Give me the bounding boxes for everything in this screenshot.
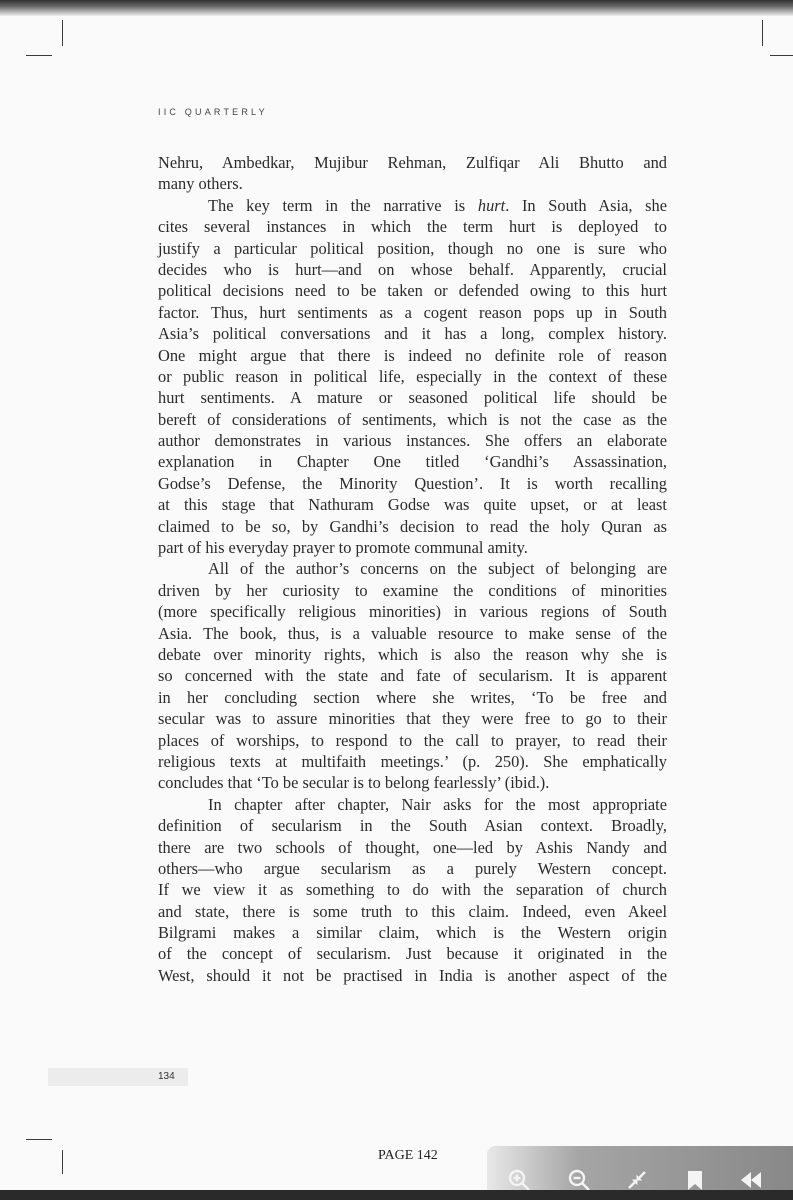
rewind-icon bbox=[739, 1168, 763, 1192]
crop-mark bbox=[62, 20, 63, 46]
text-line: author demonstrates in various instances. She offers an elaborate bbox=[158, 431, 667, 451]
crop-mark bbox=[26, 55, 52, 56]
text-line: secular was to assure minorities that they were free to go to their bbox=[158, 709, 667, 729]
text-line: many others. bbox=[158, 174, 243, 194]
text-line: so concerned with the state and fate of secularism. It is apparent bbox=[158, 666, 667, 686]
text-line: The key term in the narrative is hurt. In South Asia, she bbox=[208, 195, 667, 215]
text-line: there are two schools of thought, one—led by Ashis Nandy and bbox=[158, 837, 667, 857]
text-line: in her concluding section where she writes, ‘To be free and bbox=[158, 687, 667, 707]
zoom-in-icon bbox=[507, 1168, 531, 1192]
crop-mark bbox=[26, 1139, 52, 1140]
body-text bbox=[158, 152, 667, 986]
text-line: others—who argue secularism as a purely Western concept. bbox=[158, 858, 667, 878]
text-line: hurt sentiments. A mature or seasoned political life should be bbox=[158, 388, 667, 408]
text-line: debate over minority rights, which is also the reason why she is bbox=[158, 644, 667, 664]
text-line: Asia’s political conversations and it has a long, complex history. bbox=[158, 324, 667, 344]
emphasis-hurt: hurt bbox=[477, 195, 506, 215]
text-line: places of worships, to respond to the call to prayer, to read their bbox=[158, 730, 667, 750]
crop-mark bbox=[762, 20, 763, 46]
zoom-out-icon bbox=[567, 1168, 591, 1192]
text-line: Godse’s Defense, the Minority Question’. It is worth recalling bbox=[158, 473, 667, 493]
crop-mark bbox=[770, 55, 793, 56]
shrink-icon bbox=[625, 1168, 649, 1192]
bookmark-icon bbox=[683, 1168, 707, 1192]
page-number-bar bbox=[48, 1068, 188, 1086]
crop-mark bbox=[62, 1150, 63, 1174]
text-line: of the concept of secularism. Just because it originated in the bbox=[158, 944, 667, 964]
page-number: 134 bbox=[158, 1071, 175, 1082]
text-line: or public reason in political life, especially in the context of these bbox=[158, 366, 667, 386]
text-line: In chapter after chapter, Nair asks for the most appropriate bbox=[208, 794, 667, 814]
text-line: driven by her curiosity to examine the conditions of minorities bbox=[158, 580, 667, 600]
text-line: factor. Thus, hurt sentiments as a cogent reason pops up in South bbox=[158, 302, 667, 322]
text-line: part of his everyday prayer to promote communal amity. bbox=[158, 538, 528, 558]
text-line: explanation in Chapter One titled ‘Gandhi’s Assassination, bbox=[158, 452, 667, 472]
page-top-edge bbox=[0, 0, 793, 16]
text-line: claimed to be so, by Gandhi’s decision to read the holy Quran as bbox=[158, 516, 667, 536]
text-line: justify a particular political position, though no one is sure who bbox=[158, 238, 667, 258]
text-line: decides who is hurt—and on whose behalf. Apparently, crucial bbox=[158, 259, 667, 279]
text-line: definition of secularism in the South Asian context. Broadly, bbox=[158, 816, 667, 836]
running-header: IIC QUARTERLY bbox=[158, 107, 268, 117]
text-line: (more specifically religious minorities) in various regions of South bbox=[158, 602, 667, 622]
text-line: cites several instances in which the term hurt is deployed to bbox=[158, 217, 667, 237]
text-line: One might argue that there is indeed no definite role of reason bbox=[158, 345, 667, 365]
text-line: Bilgrami makes a similar claim, which is the Western origin bbox=[158, 923, 667, 943]
text-line: Asia. The book, thus, is a valuable resource to make sense of the bbox=[158, 623, 667, 643]
text-line: All of the author’s concerns on the subject of belonging are bbox=[208, 559, 667, 579]
text-line: concludes that ‘To be secular is to belong fearlessly’ (ibid.). bbox=[158, 773, 550, 793]
text-line: political decisions need to be taken or defended owing to this hurt bbox=[158, 281, 667, 301]
text-line: and state, there is some truth to this claim. Indeed, even Akeel bbox=[158, 901, 667, 921]
page-bottom-edge bbox=[0, 1190, 793, 1200]
text-line: at this stage that Nathuram Godse was quite upset, or at least bbox=[158, 495, 667, 515]
text-line: If we view it as something to do with the separation of church bbox=[158, 880, 667, 900]
text-line: bereft of considerations of sentiments, which is not the case as the bbox=[158, 409, 667, 429]
text-line: religious texts at multifaith meetings.’ (p. 250). She emphatically bbox=[158, 751, 667, 771]
text-line: Nehru, Ambedkar, Mujibur Rehman, Zulfiqar Ali Bhutto and bbox=[158, 153, 667, 172]
viewer-page-label: PAGE 142 bbox=[378, 1148, 438, 1163]
text-line: West, should it not be practised in India is another aspect of the bbox=[158, 965, 667, 985]
